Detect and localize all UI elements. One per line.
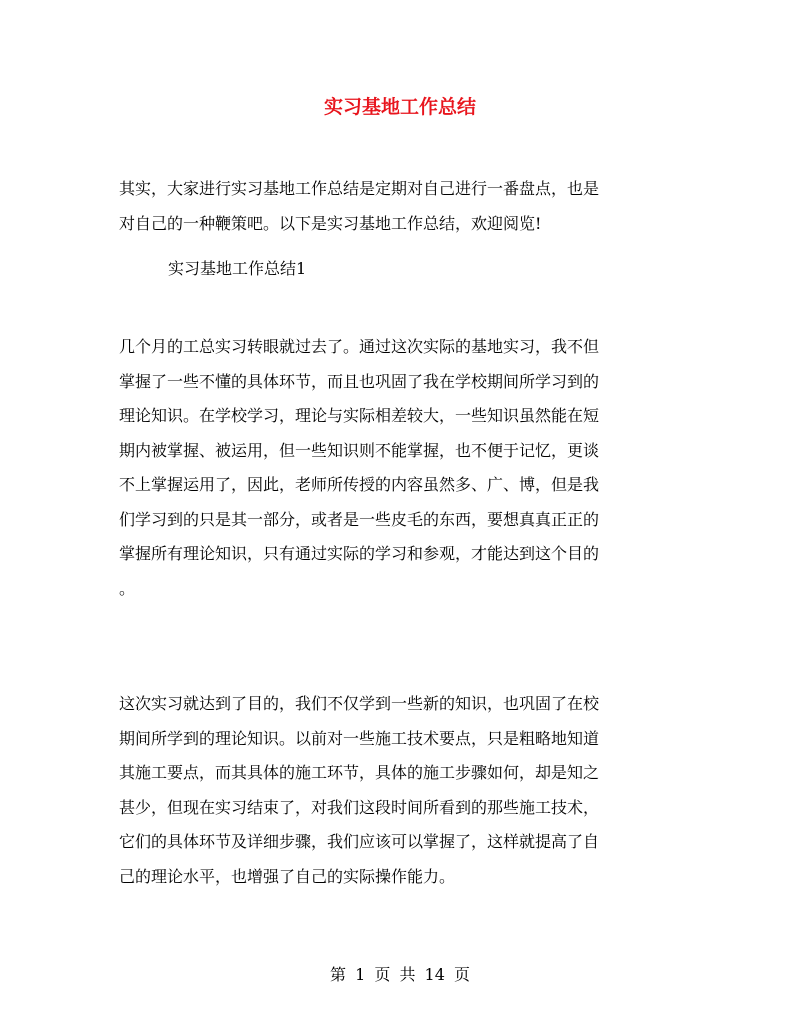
page-footer: 第 1 页 共 14 页 bbox=[330, 965, 470, 984]
paragraph-line: 己的理论水平，也增强了自己的实际操作能力。 bbox=[119, 866, 456, 886]
paragraph-1 bbox=[119, 330, 679, 606]
section-heading: 实习基地工作总结1 bbox=[168, 259, 307, 278]
paragraph-line: 掌握了一些不懂的具体环节，而且也巩固了我在学校期间所学习到的 bbox=[119, 371, 600, 391]
intro-paragraph bbox=[119, 172, 679, 241]
paragraph-line: 掌握所有理论知识，只有通过实际的学习和参观，才能达到这个目的 bbox=[119, 544, 600, 563]
paragraph-line: 们学习到的只是其一部分，或者是一些皮毛的东西，要想真真正正的 bbox=[119, 509, 600, 529]
paragraph-line: 期间所学到的理论知识。以前对一些施工技术要点，只是粗略地知道 bbox=[119, 728, 600, 748]
paragraph-line: 理论知识。在学校学习，理论与实际相差较大，一些知识虽然能在短 bbox=[119, 406, 600, 425]
paragraph-line: 几个月的工总实习转眼就过去了。通过这次实际的基地实习，我不但 bbox=[119, 337, 600, 356]
paragraph-line: 甚少，但现在实习结束了，对我们这段时间所看到的那些施工技术， bbox=[119, 797, 600, 817]
paragraph-line: 。 bbox=[119, 578, 136, 598]
paragraph-line: 其施工要点，而其具体的施工环节，具体的施工步骤如何，却是知之 bbox=[119, 763, 600, 782]
paragraph-line: 期内被掌握、被运用，但一些知识则不能掌握，也不便于记忆，更谈 bbox=[119, 440, 600, 460]
intro-line: 对自己的一种鞭策吧。以下是实习基地工作总结，欢迎阅览! bbox=[119, 213, 542, 233]
paragraph-2 bbox=[119, 687, 679, 894]
paragraph-line: 它们的具体环节及详细步骤，我们应该可以掌握了，这样就提高了自 bbox=[119, 832, 600, 851]
paragraph-line: 不上掌握运用了，因此，老师所传授的内容虽然多、广、博，但是我 bbox=[119, 475, 600, 494]
intro-line: 其实，大家进行实习基地工作总结是定期对自己进行一番盘点，也是 bbox=[119, 179, 600, 198]
document-title: 实习基地工作总结 bbox=[323, 96, 476, 118]
paragraph-line: 这次实习就达到了目的，我们不仅学到一些新的知识，也巩固了在校 bbox=[119, 694, 600, 713]
